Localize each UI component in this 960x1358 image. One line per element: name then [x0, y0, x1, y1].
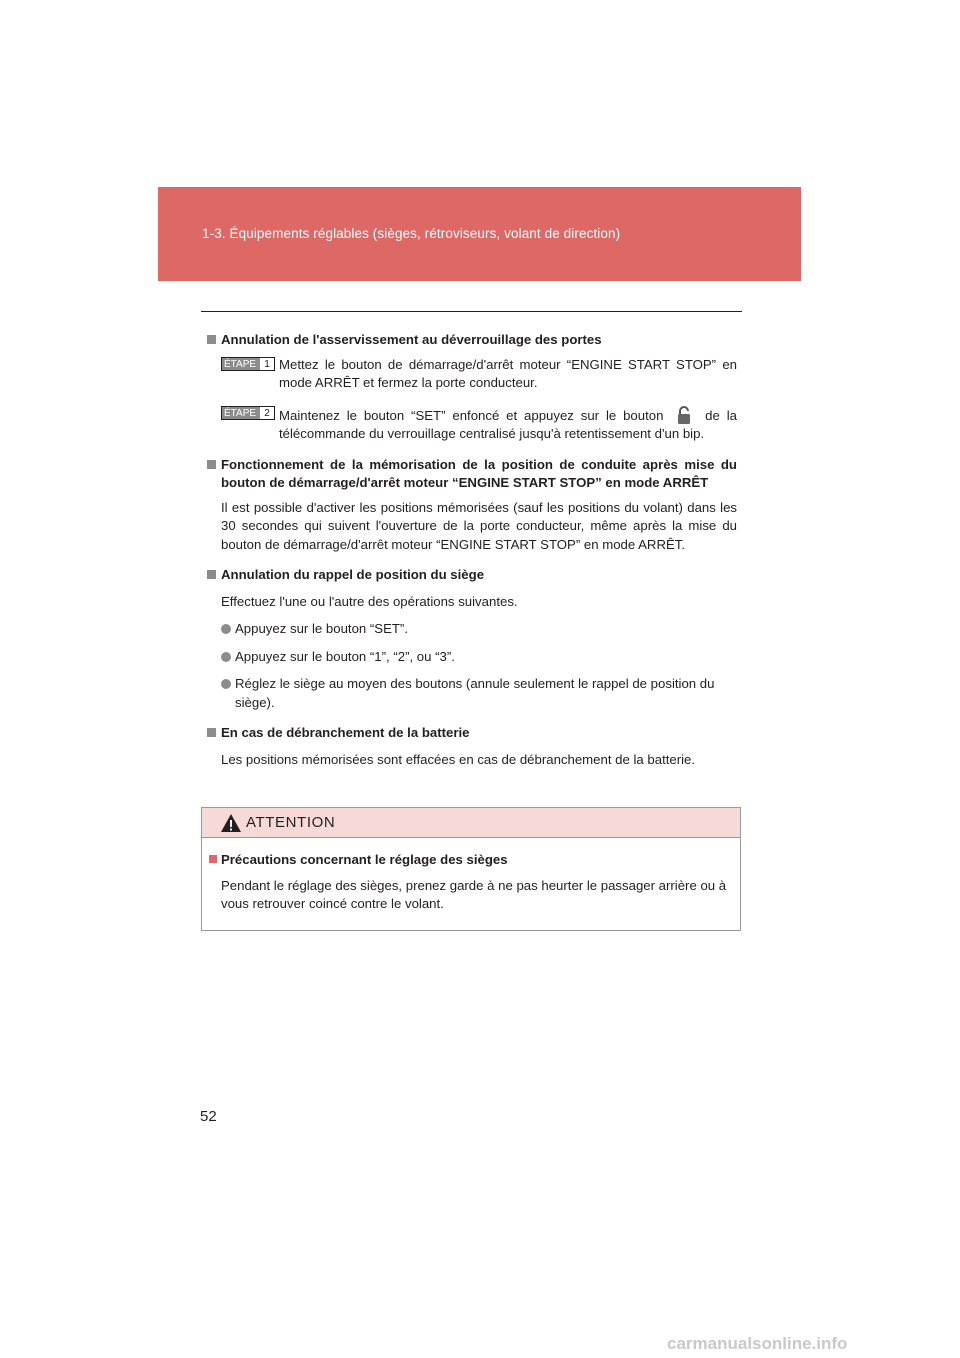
step-text [279, 405, 737, 444]
section-heading-cancel-recall [207, 566, 737, 585]
list-item-text: Réglez le siège au moyen des boutons (annule seulement le rappel de position du siège). [235, 676, 715, 710]
section-body: Les positions mémorisées sont effacées en cas de débranchement de la batterie. [221, 751, 696, 767]
step-badge [221, 357, 275, 371]
warning-triangle-icon [220, 813, 242, 833]
square-bullet-icon [207, 460, 216, 469]
bullet-dot-icon [221, 652, 231, 662]
square-bullet-icon [207, 335, 216, 344]
page-number: 52 [200, 1108, 217, 1125]
bullet-dot-icon [221, 679, 231, 689]
warning-body [209, 851, 737, 914]
section-heading-door-unlock [207, 331, 737, 350]
step-2 [207, 405, 737, 444]
warning-heading [209, 851, 737, 870]
list-item [207, 620, 737, 639]
warning-text: Pendant le réglage des sièges, prenez garde à ne pas heurter le passager arrière ou à vous retrouver coincé contre le volant. [221, 877, 727, 911]
section-heading-text: Annulation de l'asservissement au déverrouillage des portes [221, 332, 602, 347]
bullet-dot-icon [221, 624, 231, 634]
list-item-text: Appuyez sur le bouton “1”, “2”, ou “3”. [235, 648, 455, 664]
section-heading-memory-after-off [207, 456, 737, 493]
section-body: Il est possible d'activer les positions mémorisées (sauf les positions du volant) dans les 30 secondes qui suivent l'ouverture de la porte conducteur, même après la mise du bouton de démarrage/d'arrêt moteur “ENGINE START STOP” en mode ARRÊT. [221, 499, 737, 552]
warning-box [201, 807, 741, 931]
section-intro: Effectuez l'une ou l'autre des opérations suivantes. [221, 593, 518, 609]
section-heading-text: En cas de débranchement de la batterie [221, 725, 470, 740]
warning-header [202, 808, 740, 838]
watermark: carmanualsonline.info [667, 1334, 848, 1353]
chapter-title: 1-3. Équipements réglables (sièges, rétroviseurs, volant de direction) [202, 226, 621, 241]
main-content [207, 331, 737, 769]
section-heading-text: Annulation du rappel de position du siège [221, 567, 485, 582]
square-bullet-icon [207, 728, 216, 737]
step-badge-word: ÉTAPE [222, 407, 260, 419]
list-item-text: Appuyez sur le bouton “SET”. [235, 621, 408, 636]
unlock-icon [674, 405, 694, 425]
step-text-after: de la télécommande du verrouillage centralisé jusqu'à retentissement d'un bip. [279, 407, 737, 441]
header-rule [201, 311, 742, 312]
section-heading-battery [207, 724, 737, 743]
step-text: Mettez le bouton de démarrage/d'arrêt moteur “ENGINE START STOP” en mode ARRÊT et fermez la porte conducteur. [279, 356, 737, 390]
section-heading-text: Fonctionnement de la mémorisation de la position de conduite après mise du bouton de démarrage/d'arrêt moteur “ENGINE START STOP” en mode ARRÊT [221, 456, 737, 490]
step-text-before: Maintenez le bouton “SET” enfoncé et appuyez sur le bouton [279, 407, 664, 423]
square-bullet-icon [209, 855, 217, 863]
step-badge-number: 1 [264, 358, 270, 370]
warning-heading-text: Précautions concernant le réglage des sièges [221, 852, 508, 867]
step-badge-number: 2 [264, 407, 270, 419]
step-badge-word: ÉTAPE [222, 358, 260, 370]
square-bullet-icon [207, 570, 216, 579]
warning-title: ATTENTION [246, 814, 336, 831]
step-1 [207, 356, 737, 393]
list-item [207, 675, 737, 712]
step-badge [221, 406, 275, 420]
list-item [207, 648, 737, 667]
